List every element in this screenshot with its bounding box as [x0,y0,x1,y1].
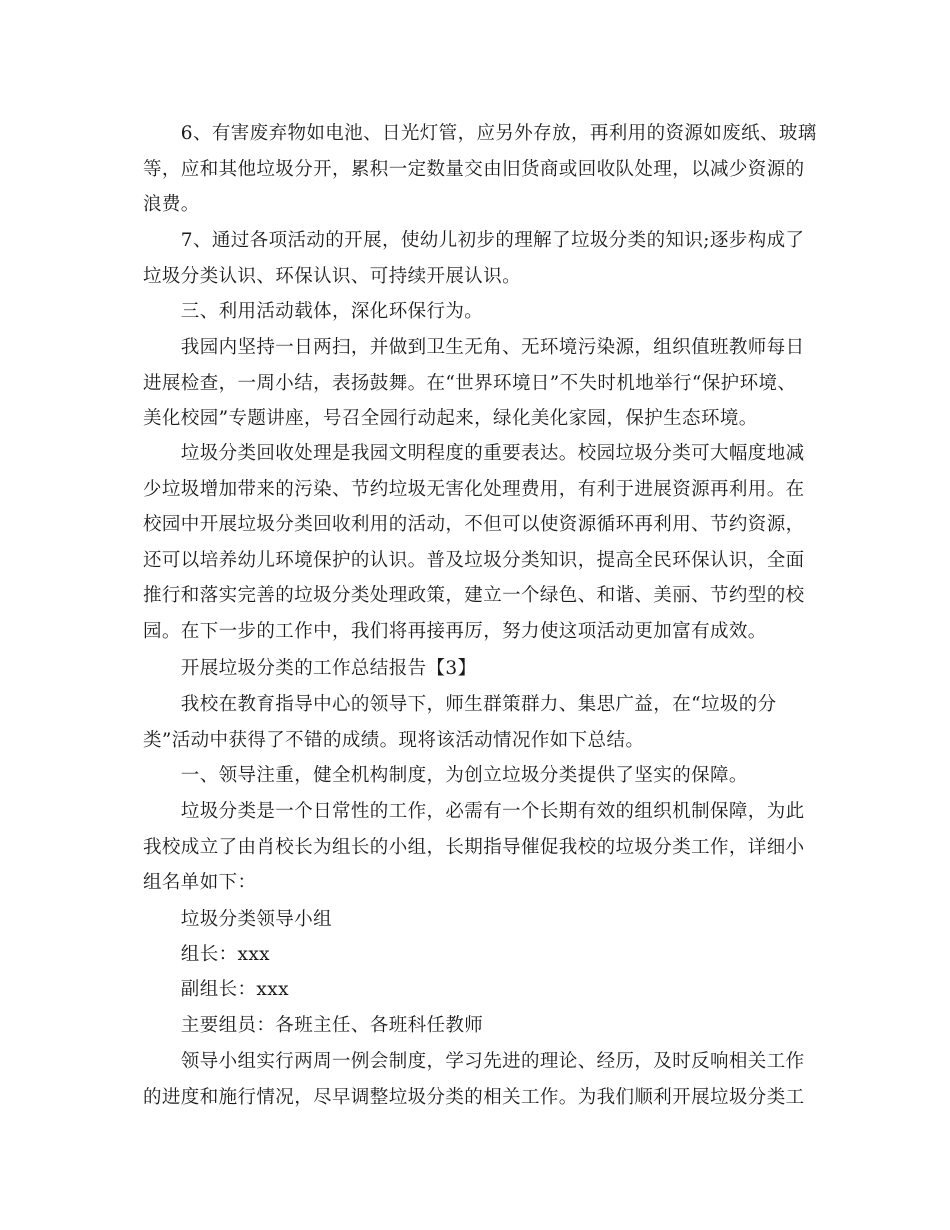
section-heading-1 [143,758,813,794]
text-line: 园。在下一步的工作中，我们将再接再厉，努力使这项活动更加富有成效。 [143,620,767,642]
text-line: 副组长：xxx [143,979,289,1000]
text-line: 7、通过各项活动的开展，使幼儿初步的理解了垃圾分类的知识;逐步构成了 [143,230,805,251]
text-line: 浪费。 [143,194,200,215]
text-line: 领导小组实行两周一例会制度，学习先进的理论、经历，及时反响相关工作 [143,1051,805,1072]
section-heading-3 [143,294,813,330]
report-title [143,651,813,687]
text-line: 组名单如下： [143,872,257,893]
paragraph-recycling [143,436,813,649]
text-line: 还可以培养幼儿环境保护的认识。普及垃圾分类知识，提高全民环保认识，全面 [143,549,805,571]
text-line: 校园中开展垃圾分类回收利用的活动，不但可以使资源循环再利用、节约资源， [143,514,805,535]
text-line: 一、领导注重，健全机构制度，为创立垃圾分类提供了坚实的保障。 [143,765,748,786]
text-line: 的进度和施行情况，尽早调整垃圾分类的相关工作。为我们顺利开展垃圾分类工 [143,1086,805,1108]
text-line: 美化校园”专题讲座，号召全园行动起来，绿化美化家园，保护生态环境。 [143,408,758,429]
text-line: 类”活动中获得了不错的成绩。现将该活动情况作如下总结。 [143,729,645,751]
group-title [143,902,813,938]
text-line: 垃圾分类领导小组 [143,909,333,930]
group-deputy-leader [143,972,813,1008]
group-members [143,1008,813,1044]
paragraph-meeting [143,1044,813,1115]
paragraph-cleaning [143,330,813,437]
text-line: 垃圾分类回收处理是我园文明程度的重要表达。校园垃圾分类可大幅度地减 [143,443,805,464]
paragraph-item-7 [143,223,813,294]
text-line: 垃圾分类认识、环保认识、可持续开展认识。 [143,265,522,287]
text-line: 我校成立了由肖校长为组长的小组，长期指导催促我校的垃圾分类工作，详细小 [143,836,805,858]
text-line: 等，应和其他垃圾分开，累积一定数量交由旧货商或回收队处理，以减少资源的 [143,158,805,180]
text-line: 进展检查，一周小结，表扬鼓舞。在“世界环境日”不失时机地举行“保护环境、 [143,372,797,394]
text-line: 开展垃圾分类的工作总结报告【3】 [143,658,477,679]
text-line: 少垃圾增加带来的污染、节约垃圾无害化处理费用，有利于进展资源再利用。在 [143,478,805,500]
paragraph-item-6 [143,116,817,223]
text-line: 主要组员：各班主任、各班科任教师 [143,1015,484,1036]
text-line: 三、利用活动载体，深化环保行为。 [143,301,484,322]
text-line: 推行和落实完善的垃圾分类处理政策，建立一个绿色、和谐、美丽、节约型的校 [143,585,805,606]
text-line: 我园内坚持一日两扫，并做到卫生无角、无环境污染源，组织值班教师每日 [143,337,805,358]
group-leader [143,937,813,973]
text-line: 我校在教育指导中心的领导下，师生群策群力、集思广益，在“垃圾的分 [143,694,777,715]
text-line: 组长：xxx [143,944,271,965]
paragraph-group [143,794,813,901]
paragraph-intro [143,687,813,758]
text-line: 垃圾分类是一个日常性的工作，必需有一个长期有效的组织机制保障，为此 [143,801,805,822]
text-line: 6、有害废弃物如电池、日光灯管，应另外存放，再利用的资源如废纸、玻璃 [143,123,817,144]
